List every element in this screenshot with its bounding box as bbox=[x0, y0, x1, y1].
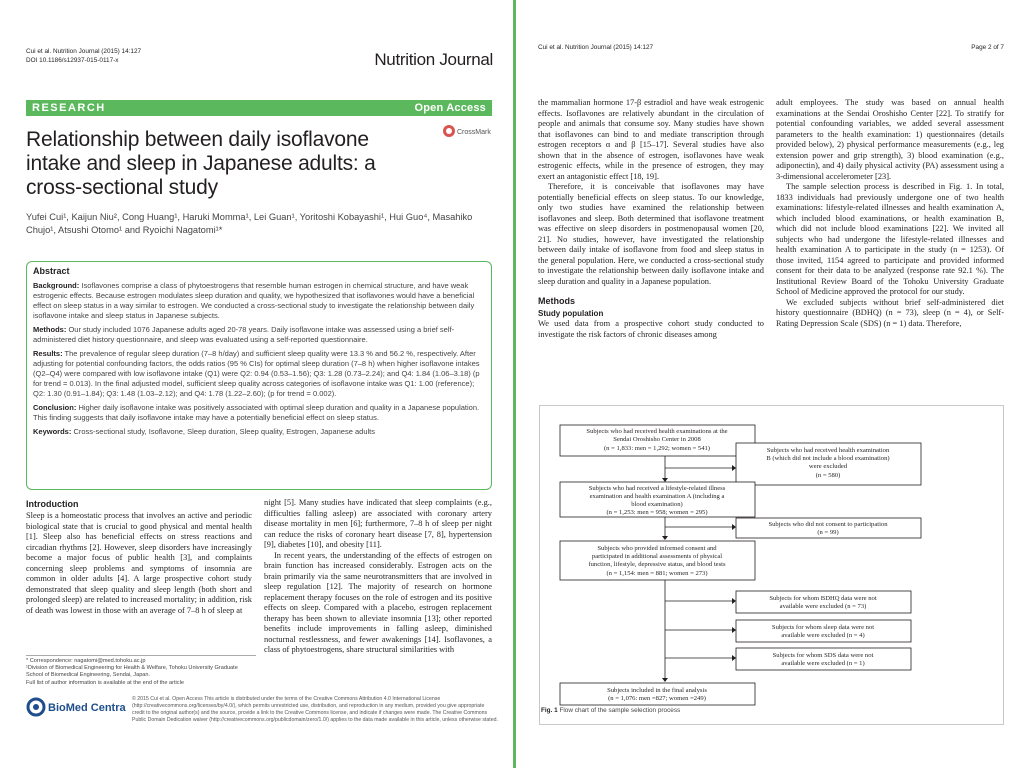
crossmark-logo[interactable] bbox=[442, 124, 494, 138]
p2-para-3: We used data from a prospective cohort study conducted to investigate the risk factors of chronic diseases among bbox=[538, 319, 764, 339]
citation-p2: Cui et al. Nutrition Journal (2015) 14:127 bbox=[538, 44, 654, 51]
intro-para-1: Sleep is a homeostatic process that involves an active and periodic biological state that is crucial to good physical and mental health [1]. Sleep also has beneficial effects on stress reactions and circadian rhythms [2]. However, sleep disorders have increasingly become a major focus of public health [3], and complaints concerning sleep problems and symptoms of insomnia are common in older adults [4]. A large prospective cohort study demonstrated that sleep quality and sleep length (both short and prolonged sleep) are related to increased mortality; in addition, risk of death was lowest in those with an average of 7–8 h of sleep at bbox=[26, 511, 252, 615]
abstract-keywords: Keywords: Cross-sectional study, Isoflavone, Sleep duration, Sleep quality, Estrogen, Japanese adults bbox=[33, 427, 376, 436]
abstract-methods: Methods: Our study included 1076 Japanese adults aged 20-78 years. Daily isoflavone intake was assessed using a brief self-administered diet history questionnaire, and sleep was evaluated using a self-reported questionnaire. bbox=[33, 325, 455, 344]
p2-para-5: The sample selection process is described in Fig. 1. In total, 1833 individuals had previously undergone one of two health examinations: lifestyle-related illnesses and health examination A, which included blood examinations, or health examination B, which did not include blood examinations [22]. We invited all subjects who had undergone the lifestyle-related illnesses and health examination A to participate in the study (n = 1253). Of those invited, 1154 agreed to participate and provided informed consent for their data to be analyzed (response rate 92.1 %). The Institutional Review Board of the Tohoku University Graduate School of Medicine approved the protocol for our study. bbox=[776, 182, 1004, 296]
research-label: RESEARCH bbox=[32, 102, 106, 114]
svg-text:(n = 99): (n = 99) bbox=[817, 529, 839, 536]
svg-text:Subjects who provided informed: Subjects who provided informed consent and bbox=[597, 545, 717, 552]
intro-para-3: In recent years, the understanding of the effects of estrogen on brain function has increased considerably. Estrogen acts on the brain primarily via the same neurotransmitters that are involved in sleep regulation [12]. The majority of research on hormone replacement therapy focuses on the role of estrogen and its positive effects on sleep. Compared with a placebo, estrogen replacement therapy has been shown to alleviate insomnia [13]; other reported benefits include improvements in falling asleep, diminished nocturnal restlessness, and fewer awakenings [14]. Isoflavones, a class of phytoestrogens, share structural similarities with bbox=[264, 550, 492, 654]
journal-name: Nutrition Journal bbox=[374, 50, 493, 69]
author-info-note: Full list of author information is available at the end of the article bbox=[26, 679, 184, 686]
figure-caption-label: Fig. 1 bbox=[541, 707, 558, 714]
flowchart bbox=[540, 406, 1005, 726]
methods-heading: Methods bbox=[538, 296, 575, 306]
abstract-box bbox=[26, 261, 492, 490]
abstract-conclusion: Conclusion: Higher daily isoflavone intake was positively associated with optimal sleep duration and quality in a Japanese population. This finding suggests that daily isoflavone intake may have a potentially beneficial effect on sleep status. bbox=[33, 403, 480, 422]
open-access-label: Open Access bbox=[414, 102, 486, 114]
svg-text:Subjects for whom BDHQ data we: Subjects for whom BDHQ data were not bbox=[769, 595, 877, 602]
p2-para-1: the mammalian hormone 17-β estradiol and have weak estrogenic effects. Isoflavones are relatively abundant in the circulation of people and animals that consume soy. Many studies have shown that isoflavones can bind to and mediate transcription through estrogen receptors α and β [15–17]. Several studies have also shown that in the absence of estrogen, isoflavones have weak estrogenic effects, while in the presence of estrogen, they may exert an antagonistic effect [18, 19]. bbox=[538, 98, 764, 181]
svg-text:Sendai Oroshisho Center in 200: Sendai Oroshisho Center in 2008 bbox=[613, 436, 701, 443]
svg-text:participated in additional ass: participated in additional assessments of physical bbox=[591, 553, 723, 560]
p2-para-6: We excluded subjects without brief self-administered diet history questionnaire (BDHQ) (n = 73), sleep (n = 4), or Self-Rating Depression Scale (SDS) (n = 1) data. Therefore, bbox=[776, 297, 1004, 328]
svg-text:(n = 1,154: men = 881; women =: (n = 1,154: men = 881; women = 273) bbox=[606, 570, 708, 577]
article-title: Relationship between daily isoflavone intake and sleep in Japanese adults: a cross-sectional study bbox=[26, 128, 376, 199]
svg-text:B (which did not include a blo: B (which did not include a blood examination) bbox=[766, 455, 890, 462]
svg-text:(n = 1,253: men = 958; women =: (n = 1,253: men = 958; women = 295) bbox=[606, 509, 708, 516]
intro-para-2: night [5]. Many studies have indicated that sleep complaints (e.g., difficulties falling asleep) are associated with coronary artery disease mortality in men [6]; furthermore, 7–8 h of sleep per night can reduce the risks of coronary heart disease [7, 8], hypertension [9], diabetes [10], and obesity [11]. bbox=[264, 498, 492, 549]
svg-text:blood examination): blood examination) bbox=[631, 501, 683, 508]
footnotes bbox=[26, 655, 256, 687]
study-population-heading: Study population bbox=[538, 309, 604, 318]
svg-text:Subjects for whom SDS data wer: Subjects for whom SDS data were not bbox=[772, 652, 874, 659]
crossmark-text: CrossMark bbox=[457, 129, 491, 136]
page-number: Page 2 of 7 bbox=[971, 44, 1004, 51]
svg-text:were excluded: were excluded bbox=[808, 463, 848, 470]
intro-column-2 bbox=[264, 498, 492, 656]
svg-text:Subjects for whom sleep data w: Subjects for whom sleep data were not bbox=[771, 624, 875, 631]
correspondence: * Correspondence: nagatomi@med.tohoku.ac.jp bbox=[26, 658, 146, 664]
svg-text:(n = 1,076: men =827; women =2: (n = 1,076: men =827; women =249) bbox=[608, 695, 706, 702]
svg-text:Subjects who had received heal: Subjects who had received health examination bbox=[766, 447, 890, 454]
svg-text:available were excluded (n = 7: available were excluded (n = 73) bbox=[779, 603, 867, 610]
p2-para-4: adult employees. The study was based on annual health examinations at the Sendai Oroshisho Center [22]. To stratify for potential confounding variables, we added several assessment parameters to the health examination: 1) questionnaires (details provided below), 2) physical performance measurements (e.g., leg extension power and grip strength), 3) blood examination (e.g., adiponectin), and 4) daily physical activity (PA) assessment using a 3-dimensional accelerometer [23]. bbox=[776, 98, 1004, 181]
p2-column-2 bbox=[776, 98, 1004, 329]
p2-column-1 bbox=[538, 98, 764, 340]
svg-text:function, lifestyle, depressiv: function, lifestyle, depressive status, and blood tests bbox=[588, 561, 726, 568]
figure-caption-text: Flow chart of the sample selection process bbox=[559, 707, 681, 714]
svg-text:Subjects who had received a li: Subjects who had received a lifestyle-related illness bbox=[588, 485, 726, 492]
license-text: © 2015 Cui et al. Open Access This article is distributed under the terms of the Creative Commons Attribution 4.0 International License (http://creativecommons.org/licenses/by/4.0/), which permits unrestricted use, distribution, and reproduction in any medium, provided you give appropriate credit to the original author(s) and the source, provide a link to the Creative Commons license, and indicate if changes were made. The Creative Commons Public Domain Dedication waiver (http://creativecommons.org/publicdomain/zero/1.0/) applies to the data made available in this article, unless otherwise stated. bbox=[132, 696, 498, 723]
abstract-background: Background: Isoflavones comprise a class of phytoestrogens that resemble human estrogen in chemical structure, and have weak estrogenic effects. Because estrogen modulates sleep duration and quality, we hypothesized that isoflavones would have a beneficial effect on sleep status in a way similar to estrogen. We conducted a cross-sectional study to investigate the relationship between daily isoflavone intake and sleep status in Japanese subjects. bbox=[33, 281, 475, 320]
svg-text:Subjects who did not consent t: Subjects who did not consent to participation bbox=[768, 521, 888, 528]
affiliation: ¹Division of Biomedical Engineering for Health & Welfare, Tohoku University Graduate School of Biomedical Engineering, Sendai, Japan. bbox=[26, 665, 238, 679]
biomed-text: BioMed Central bbox=[48, 702, 126, 714]
svg-text:examination and health examina: examination and health examination A (including a bbox=[589, 493, 725, 500]
research-bar bbox=[26, 100, 492, 116]
svg-text:Subjects who had received heal: Subjects who had received health examinations at the bbox=[586, 428, 728, 435]
figure-1 bbox=[539, 405, 1004, 725]
abstract-heading: Abstract bbox=[33, 266, 70, 276]
intro-heading: Introduction bbox=[26, 499, 79, 509]
svg-text:available were excluded (n = 4: available were excluded (n = 4) bbox=[781, 632, 865, 639]
svg-text:available were excluded (n = 1: available were excluded (n = 1) bbox=[781, 660, 865, 667]
biomed-central-logo[interactable] bbox=[26, 696, 126, 718]
biomed-icon bbox=[26, 696, 126, 718]
abstract-results: Results: The prevalence of regular sleep duration (7–8 h/day) and sufficient sleep quality were 13.3 % and 56.2 %, respectively. After adjusting for potential confounding factors, the odds ratios (95 % CIs) for optimal sleep duration (7–8 h) when higher isoflavone intakes (Q2–Q4) were compared with low isoflavone intake (Q1) were Q2: 0.94 (0.53–1.56); Q3: 1.28 (0.73–2.24); and Q4: 1.84 (1.06–3.18) (p for trend = 0.013). In the final adjusted model, sufficient sleep quality across categories of isoflavone intake was Q1: 1.00 (reference); Q2: 1.30 (0.91–1.84); Q3: 1.48 (1.03–2.12); and Q4: 1.78 (1.22–2.60); (p for trend = 0.002). bbox=[33, 349, 480, 398]
svg-text:Subjects included in the final: Subjects included in the final analysis bbox=[607, 687, 707, 694]
intro-column-1 bbox=[26, 498, 252, 616]
doi[interactable]: DOI 10.1186/s12937-015-0117-x bbox=[26, 57, 119, 64]
crossmark-icon bbox=[442, 124, 494, 138]
p2-para-2: Therefore, it is conceivable that isoflavones may have potentially beneficial effects on sleep status. To our knowledge, only two studies have examined the relationship between isoflavones and sleep. Both determined that isoflavone treatment was effective on sleep disorders in postmenopausal women [20, 21]. No studies, however, have investigated the relationship between daily intake of isoflavone from food and sleep status in the general population. Here, we conducted a cross-sectional study to investigate the relationship between daily isoflavone intake and sleep duration and quality in a Japanese population. bbox=[538, 182, 764, 286]
svg-text:(n = 1,833: men = 1,292; women: (n = 1,833: men = 1,292; women = 541) bbox=[603, 445, 711, 452]
citation: Cui et al. Nutrition Journal (2015) 14:127 bbox=[26, 48, 142, 55]
figure-caption bbox=[541, 707, 680, 714]
authors: Yufei Cui¹, Kaijun Niu², Cong Huang¹, Haruki Momma¹, Lei Guan¹, Yoritoshi Kobayashi¹, Hui Guo⁴, Masahiko Chujo¹, Atsushi Otomo¹ and Ryoichi Nagatomi¹* bbox=[26, 212, 473, 235]
svg-text:(n = 580): (n = 580) bbox=[815, 472, 841, 479]
